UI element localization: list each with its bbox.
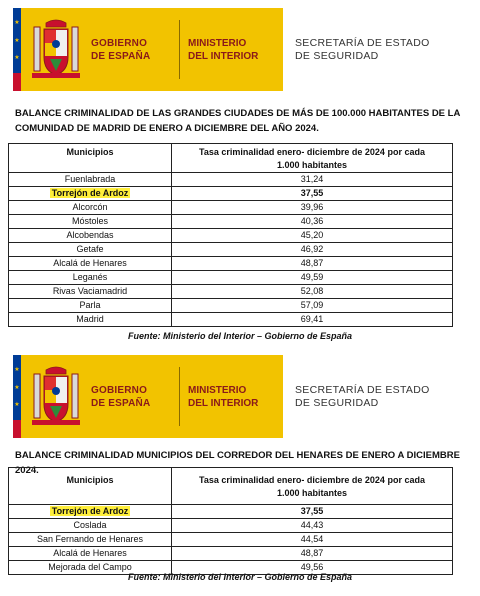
tasa-cell: 46,92 [172, 243, 453, 257]
table-row [9, 201, 453, 215]
municipio-cell: Alcalá de Henares [9, 547, 172, 561]
table-row [9, 519, 453, 533]
municipio-cell: Alcorcón [9, 201, 172, 215]
tasa-cell: 44,43 [172, 519, 453, 533]
eu-flag-strip: ★ ★ ★ [13, 355, 21, 438]
municipio-cell: Fuenlabrada [9, 173, 172, 187]
table-row [9, 229, 453, 243]
tasa-cell: 40,36 [172, 215, 453, 229]
col-tasa: Tasa criminalidad enero- diciembre de 2024 por cada 1.000 habitantes [172, 468, 453, 505]
secretaria-label: SECRETARÍA DE ESTADO DE SEGURIDAD [283, 8, 451, 91]
ministry-banner [13, 8, 451, 91]
tasa-cell: 39,96 [172, 201, 453, 215]
ministry-banner [13, 355, 451, 438]
ministerio-label: MINISTERIO DEL INTERIOR [188, 37, 259, 62]
municipio-cell: Parla [9, 299, 172, 313]
municipio-cell: Getafe [9, 243, 172, 257]
section1-heading: BALANCE CRIMINALIDAD DE LAS GRANDES CIUDADES DE MÁS DE 100.000 HABITANTES DE LA COMUNIDAD DE MADRID DE ENERO A DICIEMBRE DEL AÑO 2024. [15, 108, 460, 134]
tasa-cell: 48,87 [172, 547, 453, 561]
section1-source: Fuente: Ministerio del Interior – Gobierno de España [127, 331, 353, 341]
coat-of-arms-icon [21, 8, 91, 91]
table-row [9, 243, 453, 257]
table-row [9, 257, 453, 271]
gobierno-de-espana-label: GOBIERNO DE ESPAÑA [91, 384, 151, 409]
table-row [9, 533, 453, 547]
ministerio-label: MINISTERIO DEL INTERIOR [188, 384, 259, 409]
table-row [9, 313, 453, 327]
section2-source: Fuente: Ministerio del Interior – Gobierno de España [127, 572, 353, 582]
municipio-cell: Alcalá de Henares [9, 257, 172, 271]
municipio-cell: Leganés [9, 271, 172, 285]
table-row [9, 505, 453, 519]
municipio-cell: Mejorada del Campo [9, 561, 172, 575]
tasa-cell: 52,08 [172, 285, 453, 299]
section2-heading: BALANCE CRIMINALIDAD MUNICIPIOS DEL CORREDOR DEL HENARES DE ENERO A DICIEMBRE 2024. [15, 450, 460, 476]
col-municipios: Municipios [9, 468, 172, 505]
table-row [9, 215, 453, 229]
tasa-cell: 49,59 [172, 271, 453, 285]
eu-flag-strip: ★ ★ ★ [13, 8, 21, 91]
coat-of-arms-icon [21, 355, 91, 438]
municipio-cell: Torrejón de Ardoz [9, 187, 172, 201]
municipio-cell: Alcobendas [9, 229, 172, 243]
municipio-cell: Móstoles [9, 215, 172, 229]
secretaria-label: SECRETARÍA DE ESTADO DE SEGURIDAD [283, 355, 451, 438]
gobierno-de-espana-label: GOBIERNO DE ESPAÑA [91, 37, 151, 62]
tasa-cell: 45,20 [172, 229, 453, 243]
table-row [9, 271, 453, 285]
tasa-cell: 44,54 [172, 533, 453, 547]
table-row [9, 187, 453, 201]
tasa-cell: 37,55 [172, 187, 453, 201]
tasa-cell: 69,41 [172, 313, 453, 327]
table-row [9, 173, 453, 187]
tasa-cell: 49,56 [172, 561, 453, 575]
municipio-cell: Madrid [9, 313, 172, 327]
col-municipios: Municipios [9, 144, 172, 173]
col-tasa: Tasa criminalidad enero- diciembre de 2024 por cada 1.000 habitantes [172, 144, 453, 173]
municipio-cell: Rivas Vaciamadrid [9, 285, 172, 299]
table-row [9, 285, 453, 299]
tasa-cell: 48,87 [172, 257, 453, 271]
section1-table [8, 143, 453, 327]
municipio-cell: Coslada [9, 519, 172, 533]
tasa-cell: 57,09 [172, 299, 453, 313]
tasa-cell: 37,55 [172, 505, 453, 519]
municipio-cell: Torrejón de Ardoz [9, 505, 172, 519]
section2-table [8, 467, 453, 575]
municipio-cell: San Fernando de Henares [9, 533, 172, 547]
table-row [9, 299, 453, 313]
tasa-cell: 31,24 [172, 173, 453, 187]
table-row [9, 547, 453, 561]
